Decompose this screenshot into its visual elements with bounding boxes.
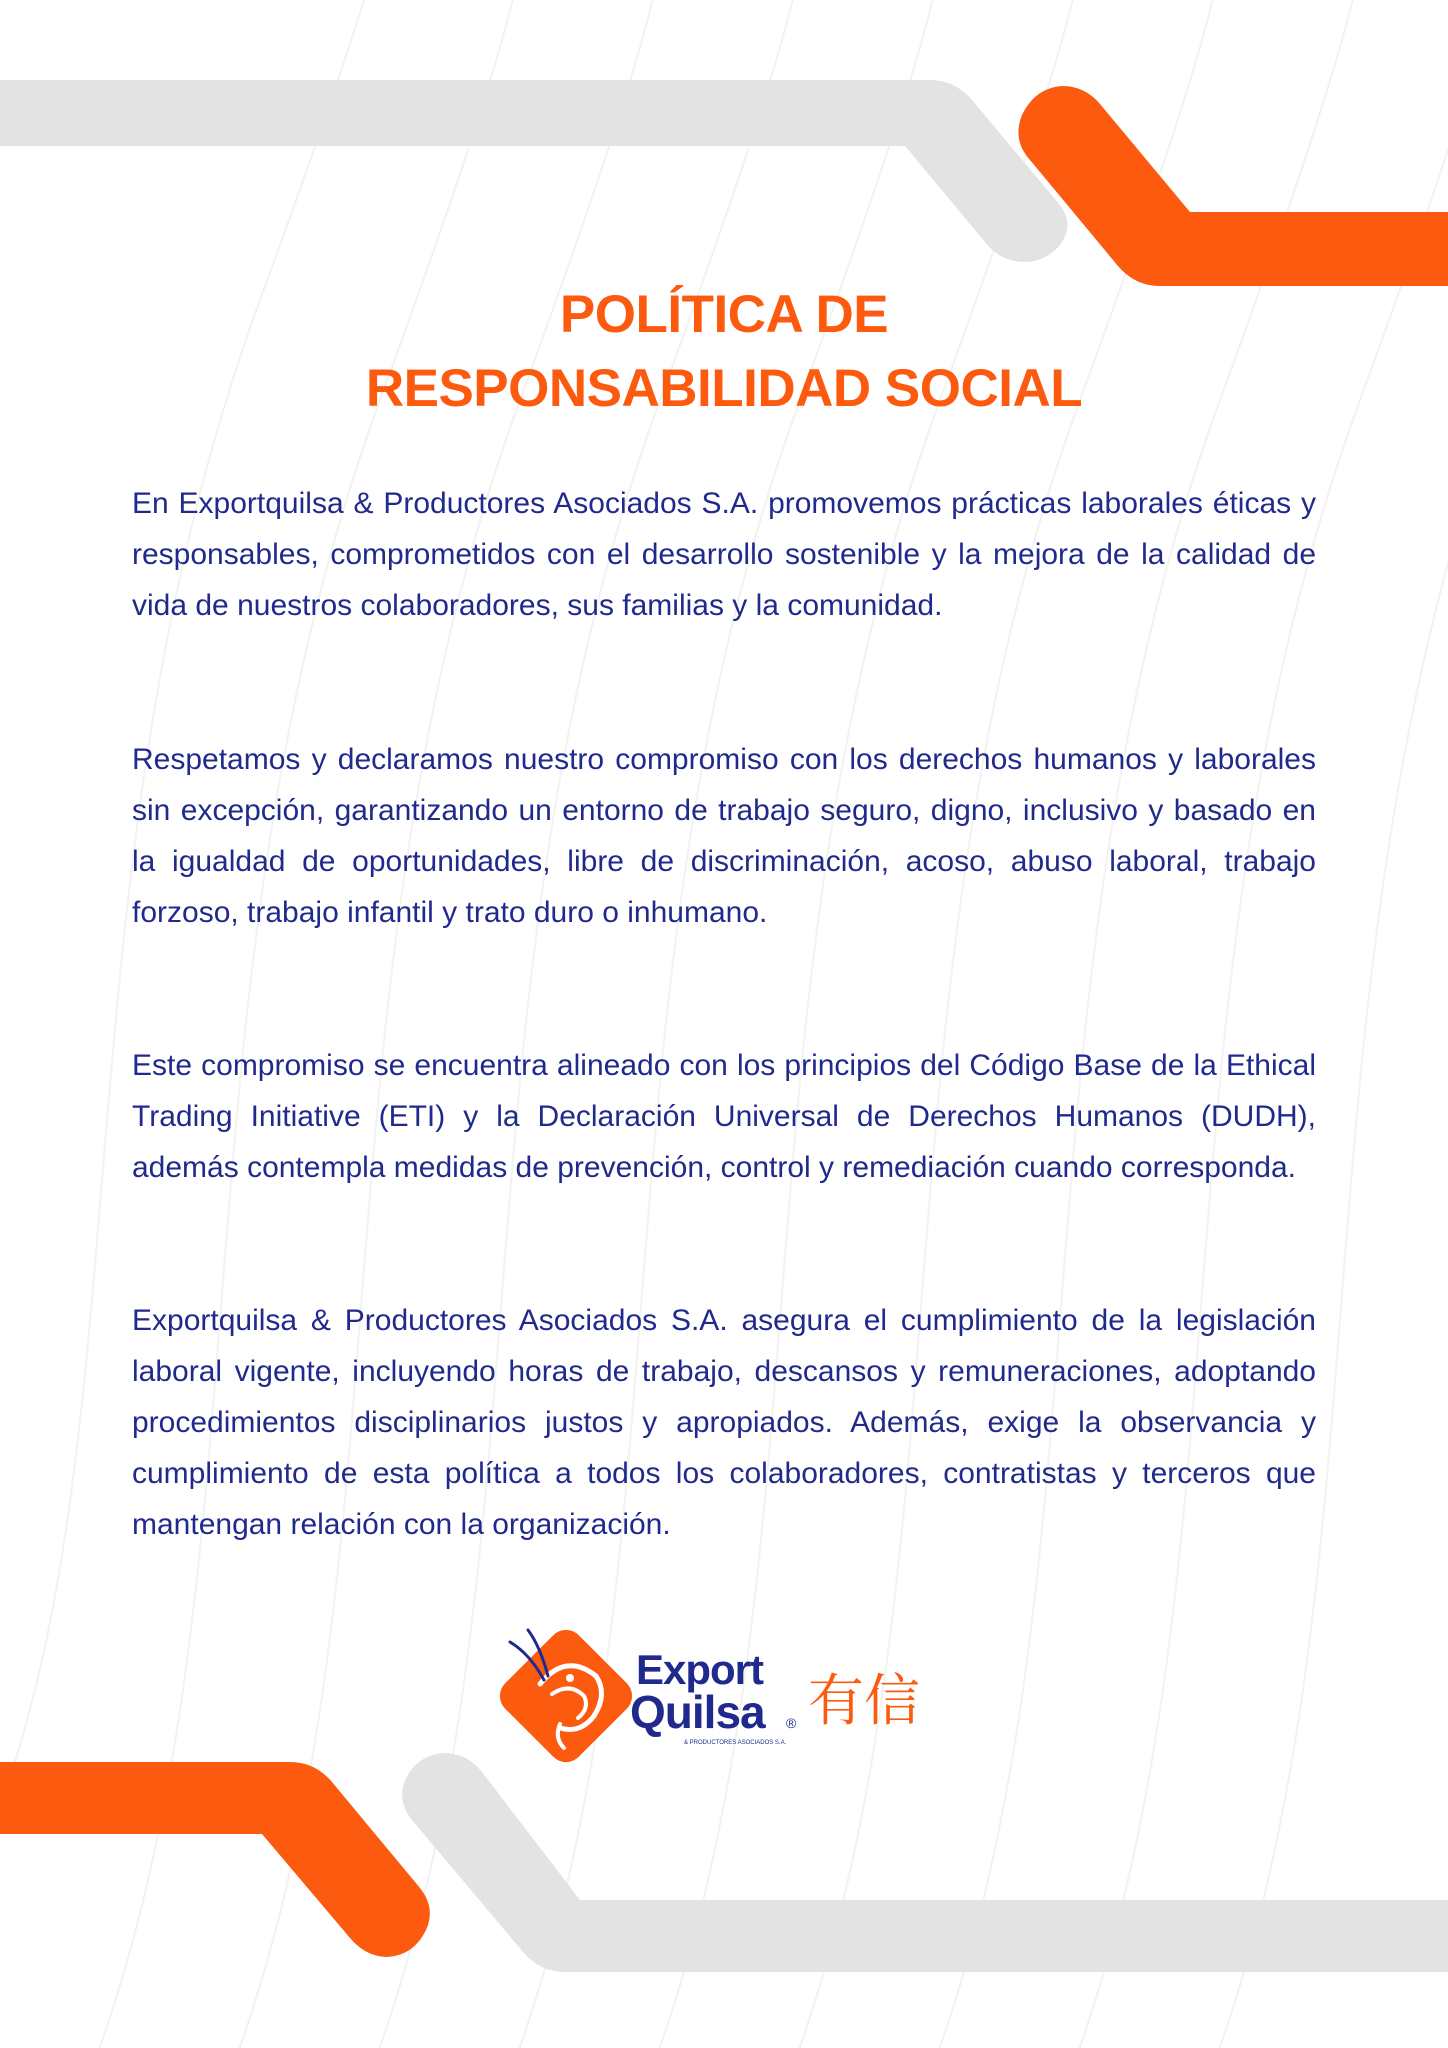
paragraph-human-rights: Respetamos y declaramos nuestro compromiso con los derechos humanos y laborales sin excepción, garantizando un entorno de trabajo seguro, digno, inclusivo y basado en la igualdad de oportunidades, libre de discriminación, acoso, abuso laboral, trabajo forzoso, trabajo infantil y trato duro o inhumano. (132, 743, 1316, 929)
shrimp-icon (500, 1624, 640, 1770)
page-title-line-1: POLÍTICA DE (559, 285, 889, 344)
logo-tagline: & PRODUCTORES ASOCIADOS S.A. (684, 1740, 787, 1746)
exportquilsa-logo (500, 1624, 960, 1774)
logo-chinese-characters: 有信 (808, 1669, 920, 1734)
bottom-orange-band (0, 1762, 430, 1957)
paragraph-eti-dudh: Este compromiso se encuentra alineado con los principios del Código Base de la Ethical Trading Initiative (ETI) y la Declaración Universal de Derechos Humanos (DUDH), además contempla medidas de prevención, control y remediación cuando corresponda. (132, 1049, 1316, 1184)
paragraph-commitment: En Exportquilsa & Productores Asociados S.A. promovemos prácticas laborales éticas y responsables, comprometidos con el desarrollo sostenible y la mejora de la calidad de vida de nuestros colaboradores, sus familias y la comunidad. (132, 487, 1316, 622)
logo-registered-mark: ® (786, 1715, 797, 1731)
logo-word-quilsa: Quilsa (630, 1686, 765, 1738)
logo-word-export: Export (636, 1646, 764, 1693)
top-orange-band (1018, 86, 1448, 286)
page-title-line-2: RESPONSABILIDAD SOCIAL (365, 359, 1083, 418)
bottom-gray-band (402, 1753, 1448, 1972)
paragraph-legislation: Exportquilsa & Productores Asociados S.A. asegura el cumplimiento de la legislación laboral vigente, incluyendo horas de trabajo, descansos y remuneraciones, adoptando procedimientos disciplinarios justos y apropiados. Además, exige la observancia y cumplimiento de esta política a todos los colaboradores, contratistas y terceros que mantengan relación con la organización. (132, 1304, 1316, 1541)
top-gray-band (0, 80, 1068, 262)
